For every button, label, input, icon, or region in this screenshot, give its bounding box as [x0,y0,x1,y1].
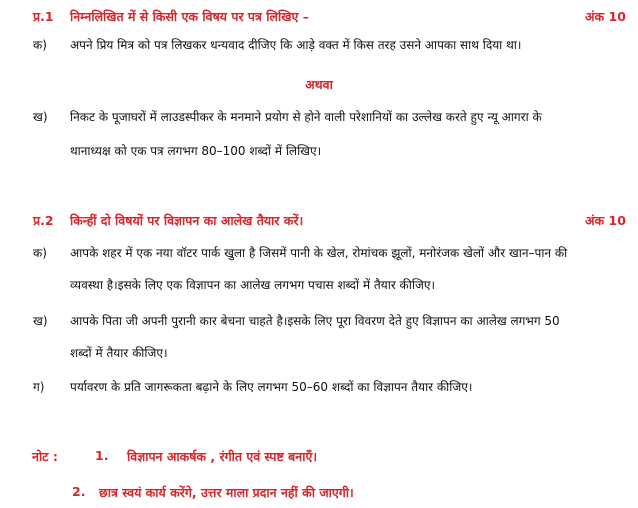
item-text-line2: थानाध्यक्ष को एक पत्र लगभग 80–100 शब्दों में लिखिए। [70,144,322,158]
or-separator: अथवा [305,77,333,92]
item-label: ख) [33,314,48,328]
note-text-2: छात्र स्वयं कार्य करेंगे, उत्तर माला प्रदान नहीं की जाएगी। [99,485,354,500]
q1-number: प्र.1 [33,9,54,24]
item-text-line2: व्यवस्था है।इसके लिए एक विज्ञापन का आलेख लगभग पचास शब्दों में तैयार कीजिए। [70,278,436,292]
item-label: ख) [33,110,48,124]
item-label: क) [33,38,47,52]
note-text-1: विज्ञापन आकर्षक , रंगीत एवं स्पष्ट बनाएँ। [127,449,318,464]
note-number-2: 2. [72,484,86,499]
q2-number: प्र.2 [33,213,54,228]
item-label: क) [33,246,47,260]
item-text-line2: शब्दों में तैयार कीजिए। [70,346,168,360]
item-text-line1: आपके शहर में एक नया वॉटर पार्क खुला है जिसमें पानी के खेल, रोमांचक झूलों, मनोरंजक खेलों और खान–पान की [70,246,568,260]
item-text: अपने प्रिय मित्र को पत्र लिखकर धन्यवाद दीजिए कि आड़े वक्त में किस तरह उसने आपका साथ दिया था। [70,38,522,52]
note-number-1: 1. [95,448,109,463]
item-text: पर्यावरण के प्रति जागरूकता बढ़ाने के लिए लगभग 50–60 शब्दों का विज्ञापन तैयार कीजिए। [70,380,473,394]
item-text-line1: निकट के पूजाघरों में लाउडस्पीकर के मनमाने प्रयोग से होने वाली परेशानियों का उल्लेख करते हुए न्यू आगरा के [70,110,542,124]
note-label: नोट : [32,449,58,464]
q2-title: किन्हीं दो विषयों पर विज्ञापन का आलेख तैयार करें। [70,213,304,228]
q2-marks: अंक 10 [585,213,626,228]
item-label: ग) [33,380,45,394]
q1-marks: अंक 10 [585,9,626,24]
q1-title: निम्नलिखित में से किसी एक विषय पर पत्र लिखिए – [70,9,309,24]
item-text-line1: आपके पिता जी अपनी पुरानी कार बेचना चाहते है।इसके लिए पूरा विवरण देते हुए विज्ञापन का आलेख लगभग 50 [70,314,560,328]
